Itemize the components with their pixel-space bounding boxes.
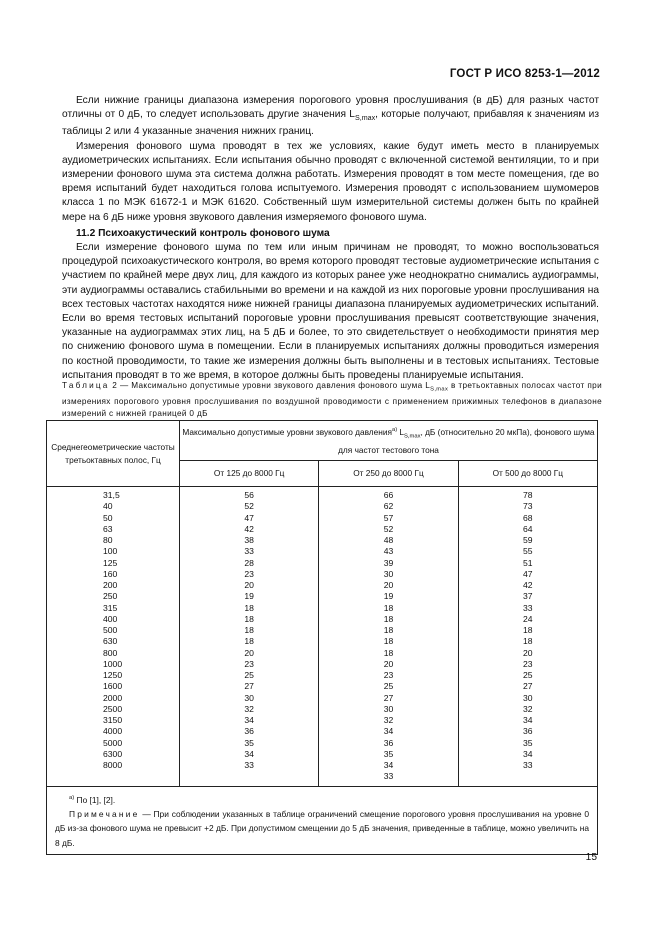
value-125-cell: 36 xyxy=(244,726,254,737)
freq-cell: 50 xyxy=(103,512,113,523)
paragraph-3: Если измерение фонового шума по тем или иным причинам не проводят, то можно воспользоваться процедурой психоакустического контроля, во время которого проводят тестовые аудиометрические испытания с участием по крайней мере двух лиц, для каждого из которых ранее уже неоднократно снимались аудиограммы, эти аудиограммы оставались стабильными во времени и на каждой из них пороговые уровни прослушивания на всех тестовых частотах находятся ниже нижней границы диапазона планируемых аудиометрических испытаний. Если во время тестовых испытаний пороговые уровни прослушивания превысят соответствующие значения, указанные на аудиограммах этих лиц, на 5 дБ и более, то это свидетельствует о необходимости принятия мер по снижению фонового шума в помещении. Если в планируемых испытаниях должны проводиться измерения по костной проводимости, то такие же измерения должны быть выполнены и в тестовых испытаниях. Тестовые испытания проводят в то же время, в которое должны быть проведены планируемые испытания. xyxy=(62,242,599,381)
value-500-cell: 18 xyxy=(523,636,533,647)
value-500-cell: 18 xyxy=(523,625,533,635)
freq-cell: 63 xyxy=(103,523,113,534)
footnote xyxy=(55,791,589,807)
value-250-cell: 34 xyxy=(383,726,394,737)
table-caption-label: Таблица xyxy=(62,381,110,390)
value-500-cell: 35 xyxy=(523,737,533,748)
value-500-cell: 78 xyxy=(523,490,533,500)
value-500-cell: 32 xyxy=(523,703,533,714)
value-125-cell: 18 xyxy=(244,602,254,613)
values-500-column xyxy=(458,487,597,787)
value-250-cell: 30 xyxy=(383,568,394,579)
value-250-cell: 36 xyxy=(383,737,394,748)
note-text: — При соблюдении указанных в таблице ограничений смещение порогового уровня прослушивания на уровне 0 дБ из-за фонового шума не превысит +2 дБ. При допустимом смещении до 5 дБ значения, приведенные в таблице, можно увеличить на 8 дБ. xyxy=(55,808,589,848)
value-250-cell: 20 xyxy=(383,580,394,590)
table-caption-sub: S,max xyxy=(430,386,449,393)
value-500-cell: 34 xyxy=(523,748,533,759)
value-125-cell: 28 xyxy=(244,557,254,568)
value-500-cell: 55 xyxy=(523,546,533,557)
value-500-cell: 23 xyxy=(523,658,533,669)
freq-cell: 125 xyxy=(103,557,118,568)
value-500-cell: 37 xyxy=(523,591,533,602)
value-250-cell: 43 xyxy=(383,546,394,557)
value-250-cell: 20 xyxy=(383,658,394,669)
value-500-cell: 73 xyxy=(523,501,533,512)
value-125-cell: 18 xyxy=(244,625,254,635)
group-header xyxy=(180,421,598,461)
value-125-cell: 25 xyxy=(244,670,254,680)
freq-cell: 200 xyxy=(103,580,118,590)
value-500-cell: 68 xyxy=(523,512,533,523)
value-125-cell: 23 xyxy=(244,568,254,579)
value-125-cell: 33 xyxy=(244,760,254,770)
freq-cell: 31,5 xyxy=(103,490,120,500)
value-500-cell: 47 xyxy=(523,568,533,579)
table-note xyxy=(55,807,589,851)
value-250-cell: 52 xyxy=(383,523,394,534)
value-125-cell: 27 xyxy=(244,681,254,692)
value-250-cell: 18 xyxy=(383,613,394,624)
value-250-cell: 18 xyxy=(383,647,394,658)
freq-cell: 630 xyxy=(103,636,118,647)
table-notes xyxy=(47,786,598,855)
group-header-l: L xyxy=(397,427,405,438)
value-250-cell: 39 xyxy=(383,557,394,568)
freq-cell: 3150 xyxy=(103,715,123,725)
freq-cell: 80 xyxy=(103,535,113,545)
paragraph-2: Измерения фонового шума проводят в тех же условиях, какие будут иметь место в планируемых аудиометрических испытаниях. Если испытания обычно проводят с включенной системой вентиляции, то и при измерении фонового шума эта система должна работать. Измерения проводят в том месте помещения, где во время испытаний будет находиться голова испытуемого. Измерения проводят с использованием шумомеров класса 1 по МЭК 61672-1 и МЭК 61620. Собственный шум измерительной системы должен быть по крайней мере на 6 дБ ниже уровня звукового давления измеряемого фонового шума. xyxy=(62,140,599,223)
freq-cell: 8000 xyxy=(103,760,123,770)
value-500-cell: 20 xyxy=(523,647,533,658)
value-125-cell: 23 xyxy=(244,658,254,669)
value-250-cell: 23 xyxy=(383,670,394,680)
value-250-cell: 18 xyxy=(383,625,394,635)
col-header-125: От 125 до 8000 Гц xyxy=(180,461,319,487)
col-header-250: От 250 до 8000 Гц xyxy=(319,461,458,487)
section-heading: 11.2 Психоакустический контроль фонового шума xyxy=(76,227,330,239)
value-125-cell: 34 xyxy=(244,715,254,725)
freq-cell: 1600 xyxy=(103,681,123,692)
paragraph-1-sub: S,max xyxy=(354,114,376,123)
freq-cell: 2500 xyxy=(103,703,123,714)
values-250-column xyxy=(319,487,458,787)
noise-table xyxy=(46,420,598,855)
value-125-cell: 18 xyxy=(244,613,254,624)
value-125-cell: 56 xyxy=(244,490,254,500)
freq-cell: 250 xyxy=(103,591,118,602)
value-500-cell: 33 xyxy=(523,602,533,613)
freq-column xyxy=(47,487,180,787)
paragraph-1-text: Если нижние границы диапазона измерения порогового уровня прослушивания (в дБ) для разных частот отличны от 0 дБ, то следует использовать другие значения L xyxy=(62,95,599,121)
body-text xyxy=(62,94,599,383)
table-caption xyxy=(62,380,602,419)
col-header-500: От 500 до 8000 Гц xyxy=(458,461,597,487)
table-caption-text-b: в третьоктавных полосах частот при измерениях порогового уровня прослушивания по воздушной проводимости с применением прижимных телефонов в диапазоне измерений с нижней границей 0 дБ xyxy=(62,381,602,418)
value-125-cell: 33 xyxy=(244,546,254,557)
value-250-cell: 18 xyxy=(383,636,394,647)
group-header-sub: S,max xyxy=(404,433,421,440)
value-250-cell: 62 xyxy=(383,501,394,512)
page-number: 15 xyxy=(585,852,597,863)
table-caption-text-a: 2 — Максимально допустимые уровни звукового давления фонового шума L xyxy=(109,381,431,390)
value-500-cell: 33 xyxy=(523,760,533,770)
value-250-cell: 48 xyxy=(383,535,394,545)
group-header-a: Максимально допустимые уровни звукового давления xyxy=(182,427,392,438)
freq-cell: 400 xyxy=(103,613,118,624)
value-250-cell: 18 xyxy=(383,602,394,613)
value-125-cell: 32 xyxy=(244,703,254,714)
group-header-b: , дБ (относительно 20 мкПа), фонового шума для частот тестового тона xyxy=(338,427,595,455)
freq-cell: 40 xyxy=(103,501,113,512)
value-500-cell: 36 xyxy=(523,726,533,737)
value-125-cell: 20 xyxy=(244,580,254,590)
group-header-sup: a) xyxy=(391,427,398,434)
value-125-cell: 35 xyxy=(244,737,254,748)
value-500-cell: 30 xyxy=(523,692,533,703)
value-125-cell: 47 xyxy=(244,512,254,523)
value-500-cell: 27 xyxy=(523,681,533,692)
value-125-cell: 19 xyxy=(244,591,254,602)
paragraph-1 xyxy=(62,94,599,140)
freq-cell: 5000 xyxy=(103,737,123,748)
freq-cell: 1250 xyxy=(103,670,123,680)
footnote-text: По [1], [2]. xyxy=(74,794,116,805)
value-250-cell: 57 xyxy=(383,512,394,523)
freq-cell: 6300 xyxy=(103,748,123,759)
value-250-cell: 25 xyxy=(383,681,394,692)
paragraph-1-end: , которые получают, прибавляя к значениям из таблицы 2 или 4 указанные значения нижних границ. xyxy=(62,109,599,138)
value-500-cell: 42 xyxy=(523,580,533,590)
value-250-cell: 66 xyxy=(383,490,394,500)
value-125-cell: 52 xyxy=(244,501,254,512)
value-500-cell: 24 xyxy=(523,613,533,624)
value-250-cell: 34 xyxy=(383,760,394,770)
freq-cell: 800 xyxy=(103,647,118,658)
value-250-cell: 33 xyxy=(383,771,394,782)
freq-cell: 315 xyxy=(103,602,118,613)
value-250-cell: 27 xyxy=(383,692,394,703)
note-label: Примечание xyxy=(69,808,140,819)
value-250-cell: 32 xyxy=(383,715,394,725)
value-125-cell: 18 xyxy=(244,636,254,647)
col-freq-header: Среднегеометрические частоты третьоктавных полос, Гц xyxy=(47,421,180,487)
value-125-cell: 42 xyxy=(244,523,254,534)
value-500-cell: 51 xyxy=(523,557,533,568)
freq-cell: 500 xyxy=(103,625,118,635)
freq-cell: 100 xyxy=(103,546,118,557)
value-500-cell: 34 xyxy=(523,715,533,725)
value-125-cell: 30 xyxy=(244,692,254,703)
freq-cell: 2000 xyxy=(103,692,123,703)
value-250-cell: 30 xyxy=(383,703,394,714)
value-500-cell: 59 xyxy=(523,535,533,545)
value-125-cell: 38 xyxy=(244,535,254,545)
value-500-cell: 64 xyxy=(523,523,533,534)
document-header: ГОСТ Р ИСО 8253-1—2012 xyxy=(449,68,600,80)
freq-cell: 1000 xyxy=(103,658,123,669)
freq-cell: 160 xyxy=(103,568,118,579)
footnote-mark: a) xyxy=(69,794,75,801)
value-125-cell: 34 xyxy=(244,748,254,759)
value-250-cell: 35 xyxy=(383,748,394,759)
freq-cell: 4000 xyxy=(103,726,123,737)
value-500-cell: 25 xyxy=(523,670,533,680)
value-250-cell: 19 xyxy=(383,591,394,602)
value-125-cell: 20 xyxy=(244,647,254,658)
values-125-column xyxy=(180,487,319,787)
